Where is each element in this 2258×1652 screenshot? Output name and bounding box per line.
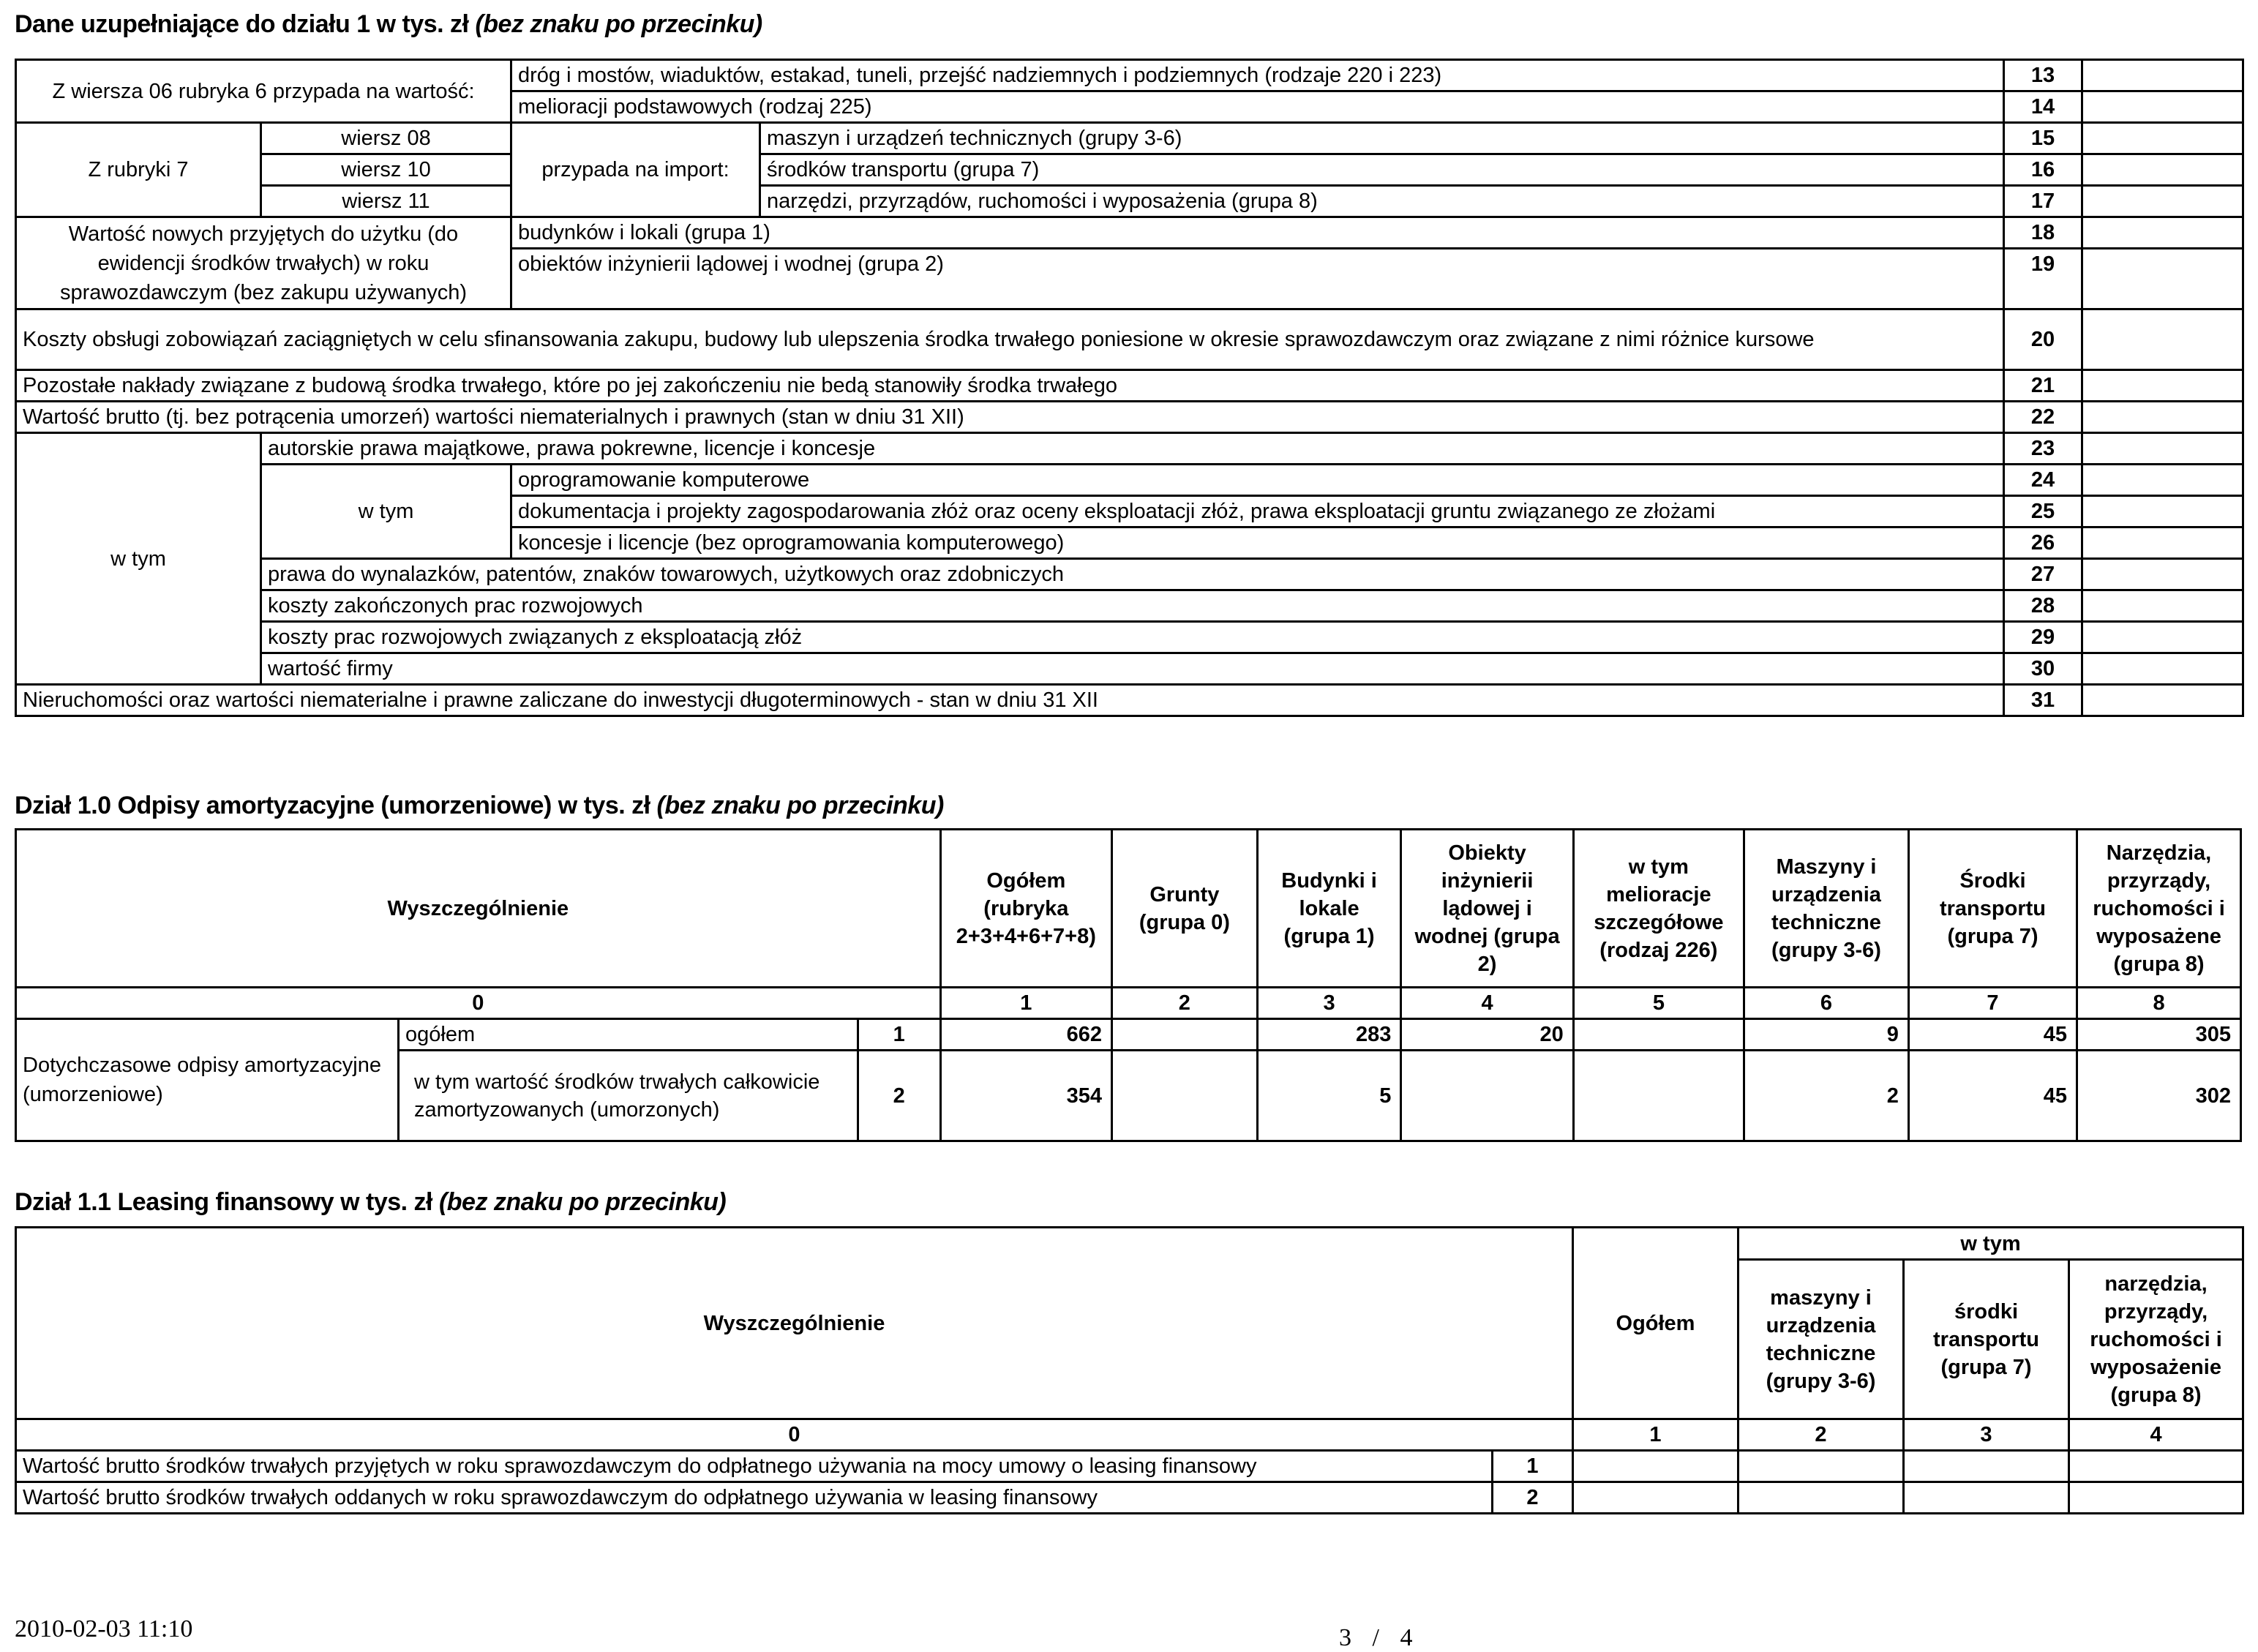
column-number-row: [16, 1419, 2243, 1451]
row-number: 20: [2004, 309, 2082, 370]
value-cell-17[interactable]: [2082, 186, 2243, 217]
row-label: koszty zakończonych prac rozwojowych: [261, 590, 2004, 622]
column-number: 4: [2069, 1419, 2243, 1451]
row-number: 30: [2004, 653, 2082, 685]
value-cell[interactable]: [1904, 1451, 2069, 1482]
value-cell-25[interactable]: [2082, 496, 2243, 527]
row-number: 14: [2004, 91, 2082, 123]
row-sub-group-label: w tym: [261, 465, 511, 559]
value-cell-22[interactable]: [2082, 402, 2243, 433]
supplementary-table: [15, 59, 2244, 717]
table-row: [16, 217, 2243, 249]
value-cell[interactable]: 45: [1908, 1051, 2077, 1141]
table-row: [16, 1451, 2243, 1482]
row-number: 2: [1493, 1482, 1573, 1514]
column-number: 5: [1573, 988, 1744, 1019]
value-cell-30[interactable]: [2082, 653, 2243, 685]
table-row: [16, 123, 2243, 154]
page-separator: /: [1372, 1624, 1379, 1651]
value-cell[interactable]: [1573, 1482, 1738, 1514]
table-row: [16, 1019, 2241, 1051]
value-cell-15[interactable]: [2082, 123, 2243, 154]
table-row: [16, 60, 2243, 91]
value-cell[interactable]: 305: [2077, 1019, 2241, 1051]
row-number: 1: [1493, 1451, 1573, 1482]
column-header: Maszyny i urządzenia techniczne (grupy 3-6): [1744, 830, 1909, 988]
row-number: 27: [2004, 559, 2082, 590]
value-cell-31[interactable]: [2082, 685, 2243, 716]
row-number: 25: [2004, 496, 2082, 527]
import-label: przypada na import:: [511, 123, 760, 217]
row-group-label: Wartość nowych przyjętych do użytku (do ewidencji środków trwałych) w roku sprawozdawczym (bez zakupu używanych): [16, 217, 511, 309]
column-number: 8: [2077, 988, 2241, 1019]
row-label: Wartość brutto środków trwałych przyjętych w roku sprawozdawczym do odpłatnego używania na mocy umowy o leasing finansowy: [16, 1451, 1493, 1482]
value-cell[interactable]: 354: [940, 1051, 1111, 1141]
value-cell[interactable]: 662: [940, 1019, 1111, 1051]
leasing-table: [15, 1226, 2244, 1514]
column-header: narzędzia, przyrządy, ruchomości i wyposażenie (grupa 8): [2069, 1260, 2243, 1419]
table-row: [16, 590, 2243, 622]
value-cell[interactable]: 9: [1744, 1019, 1909, 1051]
row-number: 22: [2004, 402, 2082, 433]
section-1-0-title: [15, 792, 944, 820]
row-number: 15: [2004, 123, 2082, 154]
value-cell[interactable]: 45: [1908, 1019, 2077, 1051]
column-number: 4: [1401, 988, 1573, 1019]
page-indicator: [1339, 1624, 1412, 1652]
row-label: Nieruchomości oraz wartości niematerialne i prawne zaliczane do inwestycji długoterminowych - stan w dniu 31 XII: [16, 685, 2004, 716]
column-number: 0: [16, 1419, 1573, 1451]
value-cell-18[interactable]: [2082, 217, 2243, 249]
value-cell[interactable]: [1573, 1051, 1744, 1141]
column-header: Narzędzia, przyrządy, ruchomości i wyposażene (grupa 8): [2077, 830, 2241, 988]
value-cell[interactable]: 2: [1744, 1051, 1909, 1141]
value-cell-16[interactable]: [2082, 154, 2243, 186]
table-row: [16, 402, 2243, 433]
header-row: [16, 830, 2241, 988]
column-number: 7: [1908, 988, 2077, 1019]
value-cell[interactable]: 5: [1257, 1051, 1401, 1141]
table-row: [16, 653, 2243, 685]
row-label: środków transportu (grupa 7): [760, 154, 2004, 186]
column-header: środki transportu (grupa 7): [1904, 1260, 2069, 1419]
column-number: 2: [1111, 988, 1257, 1019]
footer-datetime: 2010-02-03 11:10: [15, 1615, 193, 1642]
value-cell-28[interactable]: [2082, 590, 2243, 622]
row-label: wartość firmy: [261, 653, 2004, 685]
value-cell[interactable]: [1111, 1051, 1257, 1141]
value-cell[interactable]: [1573, 1019, 1744, 1051]
value-cell-21[interactable]: [2082, 370, 2243, 402]
row-label: koncesje i licencje (bez oprogramowania komputerowego): [511, 527, 2004, 559]
value-cell-13[interactable]: [2082, 60, 2243, 91]
header-row: [16, 1228, 2243, 1260]
header-description: Wyszczególnienie: [16, 830, 941, 988]
row-number: 19: [2004, 249, 2082, 309]
value-cell[interactable]: [2069, 1482, 2243, 1514]
row-label: Pozostałe nakłady związane z budową środka trwałego, które po jej zakończeniu nie bedą stanowiły środka trwałego: [16, 370, 2004, 402]
row-label: budynków i lokali (grupa 1): [511, 217, 2004, 249]
table-row: [16, 370, 2243, 402]
row-label: melioracji podstawowych (rodzaj 225): [511, 91, 2004, 123]
title-note: (bez znaku po przecinku): [475, 10, 762, 38]
row-label: prawa do wynalazków, patentów, znaków towarowych, użytkowych oraz zdobniczych: [261, 559, 2004, 590]
column-header: Środki transportu (grupa 7): [1908, 830, 2077, 988]
row-label: koszty prac rozwojowych związanych z eksploatacją złóż: [261, 622, 2004, 653]
value-cell[interactable]: [2069, 1451, 2243, 1482]
value-cell-20[interactable]: [2082, 309, 2243, 370]
title-note: (bez znaku po przecinku): [438, 1188, 727, 1216]
table-row: [16, 465, 2243, 496]
value-cell[interactable]: [1738, 1451, 1904, 1482]
value-cell[interactable]: 20: [1401, 1019, 1573, 1051]
header-description: Wyszczególnienie: [16, 1228, 1573, 1419]
value-cell-27[interactable]: [2082, 559, 2243, 590]
row-number: 16: [2004, 154, 2082, 186]
row-label: obiektów inżynierii lądowej i wodnej (grupa 2): [511, 249, 2004, 309]
column-header-total: Ogółem: [1573, 1228, 1738, 1419]
table-row: [16, 433, 2243, 465]
column-number: 6: [1744, 988, 1909, 1019]
column-number-row: [16, 988, 2241, 1019]
row-label: Koszty obsługi zobowiązań zaciągniętych w celu sfinansowania zakupu, budowy lub ulepszenia środka trwałego poniesione w okresie sprawozdawczym oraz związane z nimi różnice kursowe: [16, 309, 2004, 370]
column-header: Budynki i lokale (grupa 1): [1257, 830, 1401, 988]
row-label: Wartość brutto środków trwałych oddanych w roku sprawozdawczym do odpłatnego używania w leasing finansowy: [16, 1482, 1493, 1514]
page-total: 4: [1400, 1624, 1413, 1651]
row-label: maszyn i urządzeń technicznych (grupy 3-6): [760, 123, 2004, 154]
row-label: dróg i mostów, wiaduktów, estakad, tuneli, przejść nadziemnych i podziemnych (rodzaje 220 i 223): [511, 60, 2004, 91]
row-label: ogółem: [399, 1019, 858, 1051]
row-number: 21: [2004, 370, 2082, 402]
table-row: [16, 309, 2243, 370]
row-number: 31: [2004, 685, 2082, 716]
title-note: (bez znaku po przecinku): [656, 792, 944, 819]
row-number: 2: [858, 1051, 940, 1141]
table-row: [16, 685, 2243, 716]
row-group-label: Z rubryki 7: [16, 123, 261, 217]
row-number: 17: [2004, 186, 2082, 217]
value-cell[interactable]: 283: [1257, 1019, 1401, 1051]
row-group-label: Dotychczasowe odpisy amortyzacyjne (umorzeniowe): [16, 1019, 399, 1141]
value-cell-14[interactable]: [2082, 91, 2243, 123]
value-cell[interactable]: [1401, 1051, 1573, 1141]
title-text: Dział 1.0 Odpisy amortyzacyjne (umorzeniowe) w tys. zł: [15, 792, 650, 819]
section-supplementary-title: [15, 10, 762, 39]
value-cell-24[interactable]: [2082, 465, 2243, 496]
row-number: 26: [2004, 527, 2082, 559]
row-group-label: w tym: [16, 433, 261, 685]
row-number: 28: [2004, 590, 2082, 622]
table-row: [16, 1482, 2243, 1514]
value-cell-23[interactable]: [2082, 433, 2243, 465]
value-cell[interactable]: [1111, 1019, 1257, 1051]
row-number: 18: [2004, 217, 2082, 249]
table-row: [16, 186, 2243, 217]
row-number: 24: [2004, 465, 2082, 496]
row-label: oprogramowanie komputerowe: [511, 465, 2004, 496]
column-number: 2: [1738, 1419, 1904, 1451]
row-label: autorskie prawa majątkowe, prawa pokrewne, licencje i koncesje: [261, 433, 2004, 465]
table-row: [16, 154, 2243, 186]
value-cell-29[interactable]: [2082, 622, 2243, 653]
row-group-label: Z wiersza 06 rubryka 6 przypada na wartość:: [16, 60, 511, 123]
row-sub-label: wiersz 10: [261, 154, 511, 186]
value-cell[interactable]: [1904, 1482, 2069, 1514]
row-number: 23: [2004, 433, 2082, 465]
page-current: 3: [1339, 1624, 1351, 1651]
value-cell[interactable]: [1573, 1451, 1738, 1482]
value-cell-19[interactable]: [2082, 249, 2243, 309]
title-text: Dział 1.1 Leasing finansowy w tys. zł: [15, 1188, 433, 1216]
section-1-1-title: [15, 1188, 726, 1217]
table-row: [16, 622, 2243, 653]
column-number: 0: [16, 988, 941, 1019]
depreciation-table: [15, 828, 2242, 1142]
row-number: 1: [858, 1019, 940, 1051]
row-label: dokumentacja i projekty zagospodarowania złóż oraz oceny eksploatacji złóż, prawa eksploatacji gruntu związanego ze złożami: [511, 496, 2004, 527]
column-number: 3: [1257, 988, 1401, 1019]
column-header: maszyny i urządzenia techniczne (grupy 3-6): [1738, 1260, 1904, 1419]
row-number: 13: [2004, 60, 2082, 91]
column-number: 1: [940, 988, 1111, 1019]
row-label: Wartość brutto (tj. bez potrącenia umorzeń) wartości niematerialnych i prawnych (stan w dniu 31 XII): [16, 402, 2004, 433]
column-number: 3: [1904, 1419, 2069, 1451]
row-sub-label: wiersz 11: [261, 186, 511, 217]
value-cell[interactable]: 302: [2077, 1051, 2241, 1141]
column-header: Ogółem (rubryka 2+3+4+6+7+8): [940, 830, 1111, 988]
row-sub-label: wiersz 08: [261, 123, 511, 154]
column-header: Obiekty inżynierii lądowej i wodnej (grupa 2): [1401, 830, 1573, 988]
title-text: Dane uzupełniające do działu 1 w tys. zł: [15, 10, 469, 38]
column-header: w tym melioracje szczegółowe (rodzaj 226): [1573, 830, 1744, 988]
row-label: narzędzi, przyrządów, ruchomości i wyposażenia (grupa 8): [760, 186, 2004, 217]
table-row: [16, 559, 2243, 590]
value-cell[interactable]: [1738, 1482, 1904, 1514]
column-number: 1: [1573, 1419, 1738, 1451]
column-header-group: w tym: [1738, 1228, 2243, 1260]
row-number: 29: [2004, 622, 2082, 653]
column-header: Grunty (grupa 0): [1111, 830, 1257, 988]
value-cell-26[interactable]: [2082, 527, 2243, 559]
row-label: w tym wartość środków trwałych całkowicie zamortyzowanych (umorzonych): [399, 1051, 858, 1141]
